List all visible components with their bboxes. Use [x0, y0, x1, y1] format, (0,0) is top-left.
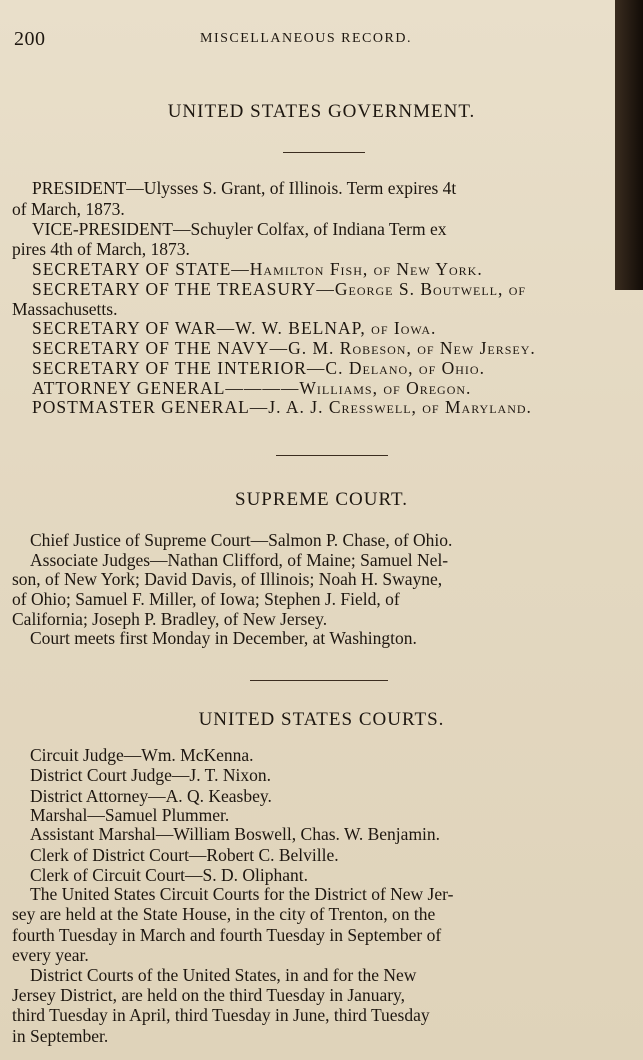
- text-line: Chief Justice of Supreme Court—Salmon P. Chase, of Ohio.: [30, 530, 453, 550]
- section-divider: [283, 152, 365, 153]
- text-line: The United States Circuit Courts for the District of New Jer-: [30, 884, 454, 904]
- text-line: District Court Judge—J. T. Nixon.: [30, 765, 271, 785]
- section-title-supreme-court: SUPREME COURT.: [235, 489, 408, 510]
- text-line: VICE-PRESIDENT—Schuyler Colfax, of Indiana Term ex: [32, 219, 447, 239]
- text-line: of Ohio; Samuel F. Miller, of Iowa; Stephen J. Field, of: [12, 589, 400, 609]
- text-line: SECRETARY OF THE NAVY—G. M. Robeson, of New Jersey.: [32, 338, 536, 358]
- text-line: SECRETARY OF THE INTERIOR—C. Delano, of Ohio.: [32, 358, 485, 378]
- text-line: Jersey District, are held on the third Tuesday in January,: [12, 985, 406, 1005]
- text-line: Associate Judges—Nathan Clifford, of Maine; Samuel Nel-: [30, 550, 449, 570]
- text-line: POSTMASTER GENERAL—J. A. J. Cresswell, of Maryland.: [32, 397, 532, 417]
- text-line: PRESIDENT—Ulysses S. Grant, of Illinois. Term expires 4t: [32, 178, 457, 198]
- page-number: 200: [14, 28, 46, 50]
- running-head: MISCELLANEOUS RECORD.: [200, 31, 412, 46]
- section-divider: [276, 455, 388, 456]
- text-line: Circuit Judge—Wm. McKenna.: [30, 745, 254, 765]
- text-line: every year.: [12, 945, 89, 965]
- text-line: District Courts of the United States, in and for the New: [30, 965, 417, 985]
- text-line: fourth Tuesday in March and fourth Tuesday in September of: [12, 925, 442, 945]
- text-line: SECRETARY OF STATE—Hamilton Fish, of New York.: [32, 259, 483, 279]
- text-line: son, of New York; David Davis, of Illinois; Noah H. Swayne,: [12, 569, 443, 589]
- text-line: Assistant Marshal—William Boswell, Chas. W. Benjamin.: [30, 824, 441, 844]
- text-line: in September.: [12, 1026, 109, 1046]
- text-line: Clerk of District Court—Robert C. Belville.: [30, 845, 339, 865]
- text-line: SECRETARY OF WAR—W. W. BELNAP, of Iowa.: [32, 318, 437, 338]
- section-title-government: UNITED STATES GOVERNMENT.: [167, 101, 476, 122]
- text-line: Massachusetts.: [12, 299, 118, 319]
- text-line: Court meets first Monday in December, at Washington.: [30, 628, 417, 648]
- section-title-us-courts: UNITED STATES COURTS.: [198, 709, 445, 730]
- text-line: of March, 1873.: [12, 199, 125, 219]
- text-line: third Tuesday in April, third Tuesday in June, third Tuesday: [12, 1005, 430, 1025]
- text-line: sey are held at the State House, in the city of Trenton, on the: [12, 904, 436, 924]
- text-line: pires 4th of March, 1873.: [12, 239, 190, 259]
- page-header: [14, 28, 603, 52]
- text-line: Marshal—Samuel Plummer.: [30, 805, 230, 825]
- section-divider: [250, 680, 388, 681]
- text-line: ATTORNEY GENERAL————Williams, of Oregon.: [32, 378, 472, 398]
- text-line: California; Joseph P. Bradley, of New Jersey.: [12, 609, 328, 629]
- text-line: SECRETARY OF THE TREASURY—George S. Boutwell, of: [32, 279, 527, 299]
- text-line: District Attorney—A. Q. Keasbey.: [30, 786, 272, 806]
- text-line: Clerk of Circuit Court—S. D. Oliphant.: [30, 865, 309, 885]
